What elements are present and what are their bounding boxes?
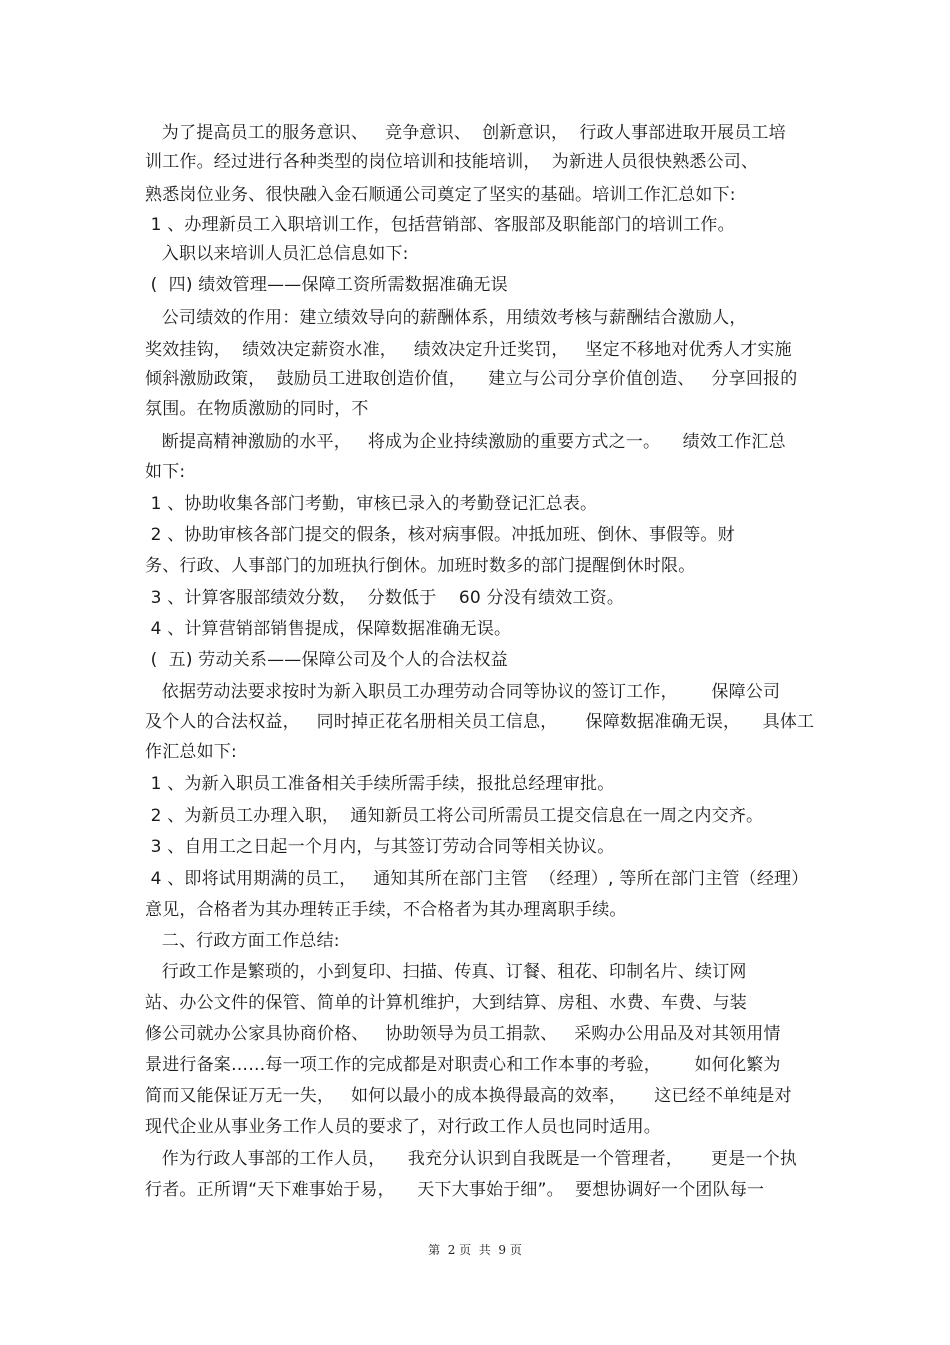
text-line: 二、行政方面工作总结: [145,931,340,951]
text-line: 3 、计算客服部绩效分数， 分数低于 60 分没有绩效工资。 [145,588,625,608]
text-line: ( 四) 绩效管理——保障工资所需数据准确无误 [145,275,508,295]
text-line: 修公司就办公家具协商价格、 协助领导为员工捐款、 采购办公用品及对其领用情 [145,1024,781,1044]
text-line: 现代企业从事业务工作人员的要求了，对行政工作人员也同时适用。 [145,1117,661,1137]
text-line: 1 、办理新员工入职培训工作，包括营销部、客服部及职能部门的培训工作。 [145,215,735,235]
text-line: ( 五) 劳动关系——保障公司及个人的合法权益 [145,650,508,670]
text-line: 为了提高员工的服务意识、 竞争意识、 创新意识， 行政人事部进取开展员工培 [145,123,786,143]
text-line: 行政工作是繁琐的，小到复印、扫描、传真、订餐、租花、印制名片、续订网 [145,962,747,982]
page-footer: 第 2 页 共 9 页 [428,1243,522,1257]
text-line: 及个人的合法权益， 同时掉正花名册相关员工信息， 保障数据准确无误， 具体工 [145,712,815,732]
text-line: 简而又能保证万无一失， 如何以最小的成本换得最高的效率， 这已经不单纯是对 [145,1086,792,1106]
text-line: 3 、自用工之日起一个月内，与其签订劳动合同等相关协议。 [145,837,615,857]
text-line: 站、办公文件的保管、简单的计算机维护，大到结算、房租、水费、车费、与装 [145,993,747,1013]
text-line: 2 、为新员工办理入职， 通知新员工将公司所需员工提交信息在一周之内交齐。 [145,806,764,826]
text-line: 入职以来培训人员汇总信息如下: [145,244,409,264]
text-line: 如下: [145,462,186,482]
text-line: 4 、计算营销部销售提成，保障数据准确无误。 [145,619,512,639]
text-line: 4 、即将试用期满的员工， 通知其所在部门主管 （经理）, 等所在部门主管（经理） [145,869,809,889]
text-line: 1 、为新入职员工准备相关手续所需手续，报批总经理审批。 [145,774,615,794]
text-line: 2 、协助审核各部门提交的假条，核对病事假。冲抵加班、倒休、事假等。财 [145,525,735,545]
text-line: 断提高精神激励的水平， 将成为企业持续激励的重要方式之一。 绩效工作汇总 [145,432,786,452]
text-line: 意见，合格者为其办理转正手续，不合格者为其办理离职手续。 [145,900,627,920]
text-line: 行者。正所谓“天下难事始于易， 天下大事始于细”。 要想协调好一个团队每一 [145,1180,765,1200]
text-line: 1 、协助收集各部门考勤，审核已录入的考勤登记汇总表。 [145,494,598,514]
text-line: 熟悉岗位业务、很快融入金石顺通公司奠定了坚实的基础。培训工作汇总如下: [145,185,736,205]
text-line: 训工作。经过进行各种类型的岗位培训和技能培训， 为新进人员很快熟悉公司、 [145,152,759,172]
text-line: 景进行备案……每一项工作的完成都是对职责心和工作本事的考验， 如何化繁为 [145,1055,781,1075]
text-line: 奖效挂钩， 绩效决定薪资水准， 绩效决定升迁奖罚， 坚定不移地对优秀人才实施 [145,340,792,360]
text-line: 氛围。在物质激励的同时，不 [145,399,369,419]
text-line: 依据劳动法要求按时为新入职员工办理劳动合同等协议的签订工作， 保障公司 [145,682,781,702]
text-line: 公司绩效的作用：建立绩效导向的薪酬体系，用绩效考核与薪酬结合激励人， [145,308,747,328]
text-line: 作为行政人事部的工作人员， 我充分认识到自我既是一个管理者， 更是一个执 [145,1149,798,1169]
text-line: 务、行政、人事部门的加班执行倒休。加班时数多的部门提醒倒休时限。 [145,556,696,576]
text-line: 倾斜激励政策， 鼓励员工进取创造价值， 建立与公司分享价值创造、 分享回报的 [145,369,798,389]
text-line: 作汇总如下: [145,742,237,762]
